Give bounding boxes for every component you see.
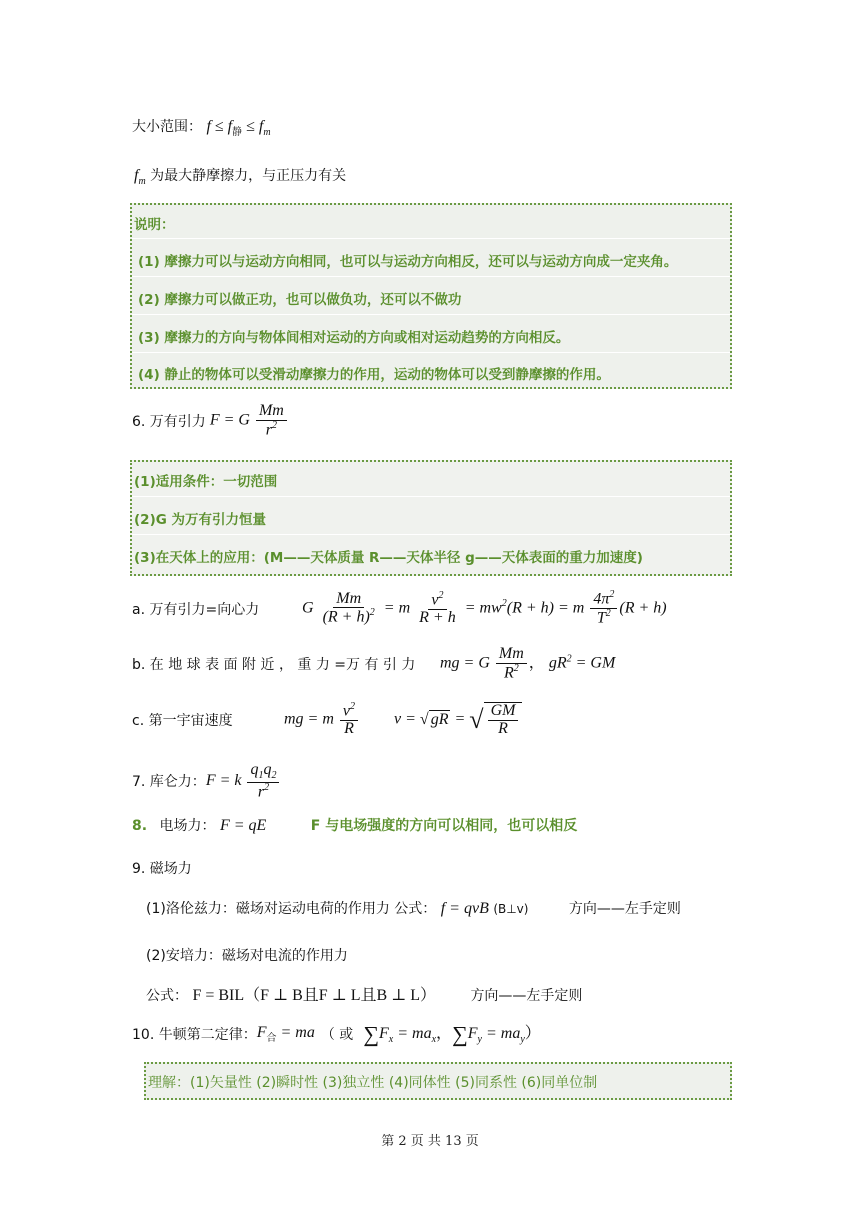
a-label: a. 万有引力=向心力: [132, 601, 260, 618]
c-formula-1: mg = m $\frac{v^2}{R}$: [284, 702, 360, 738]
box1-item: (4) 静止的物体可以受滑动摩擦力的作用，运动的物体可以受到静摩擦的作用。: [138, 367, 610, 383]
c-formula-2: v = √ gR = √ $\frac{GM}{R}$: [394, 702, 522, 738]
newton-formula: $F_合$ = ma: [256, 1023, 315, 1044]
s10-or: （ 或: [320, 1026, 354, 1043]
fm-note-line: [134, 165, 346, 187]
page-footer: 第 2 页 共 13 页: [381, 1134, 479, 1149]
newton-understanding-box: [144, 1062, 732, 1100]
ampere-label: (2)安培力：磁场对电流的作用力: [146, 948, 348, 964]
ampere-formula: F = BIL（F ⊥ B且F ⊥ L且B ⊥ L）: [192, 987, 436, 1004]
ampere-formula-label: 公式：: [146, 988, 188, 1004]
line-b: [132, 646, 615, 682]
box1-item: (1) 摩擦力可以与运动方向相同，也可以与运动方向相反，还可以与运动方向成一定夹角。: [138, 254, 678, 270]
section-10: [132, 1020, 541, 1047]
box2-item: (1)适用条件：一切范围: [134, 474, 278, 490]
lorentz-label: (1)洛伦兹力：磁场对运动电荷的作用力 公式：: [146, 901, 437, 917]
ampere-formula-line: [146, 982, 582, 1005]
b-formula: mg = G $\frac{Mm}{R^2}$ ， $gR^2$ = GM: [440, 645, 616, 682]
line-a: [132, 590, 667, 627]
range-line: [132, 116, 271, 138]
newton-components: $\sum F_x = ma_x$，$\sum F_y = ma_y$）: [363, 1021, 541, 1047]
ampere-direction: 方向——左手定则: [470, 988, 583, 1004]
s8-label: 电场力：: [159, 818, 216, 834]
c-label: c. 第一宇宙速度: [132, 712, 233, 729]
fm-symbol: $f_m$: [134, 167, 146, 188]
electric-force-formula: F = qE: [219, 817, 267, 834]
gravitation-formula: F = G $\frac{Mm}{r^2}$: [210, 403, 289, 439]
lorentz-direction: 方向——左手定则: [568, 901, 681, 917]
box2-item: (2)G 为万有引力恒量: [134, 512, 267, 528]
section-8: [132, 815, 577, 835]
line-c: [132, 702, 522, 738]
s10-label: 10. 牛顿第二定律：: [132, 1026, 257, 1043]
range-formula: $f \le f_静 \le f_m$: [206, 118, 271, 139]
box2-item: (3)在天体上的应用：(M——天体质量 R——天体半径 g——天体表面的重力加速度): [134, 550, 643, 566]
coulomb-formula: F = k $\frac{q_1q_2}{r^2}$: [206, 762, 282, 801]
fm-note: 为最大静摩擦力，与正压力有关: [150, 168, 347, 184]
s7-label: 7. 库仑力：: [132, 774, 206, 791]
box1-title: 说明：: [134, 217, 175, 233]
range-label: 大小范围：: [132, 119, 202, 135]
section-7: [132, 762, 281, 801]
b-label: b. 在 地 球 表 面 附 近 ， 重 力 =万 有 引 力: [132, 656, 416, 673]
lorentz-formula: f = qvB: [440, 900, 489, 917]
box1-item: (3) 摩擦力的方向与物体间相对运动的方向或相对运动趋势的方向相反。: [138, 330, 570, 346]
explanation-box: [130, 203, 732, 389]
lorentz-condition: (B⊥v): [493, 902, 529, 916]
box3-text: 理解：(1)矢量性 (2)瞬时性 (3)独立性 (4)同体性 (5)同系性 (6)同单位制: [148, 1075, 598, 1091]
s9-label: 9. 磁场力: [132, 861, 192, 877]
lorentz-line: [146, 898, 681, 918]
s6-label: 6. 万有引力: [132, 413, 206, 430]
s8-number: 8.: [132, 818, 148, 834]
box1-item: (2) 摩擦力可以做正功，也可以做负功，还可以不做功: [138, 292, 462, 308]
section-6: [132, 403, 289, 439]
gravitation-notes-box: [130, 460, 732, 576]
s8-note: F 与电场强度的方向可以相同，也可以相反: [310, 818, 578, 834]
a-formula: G $\frac{Mm}{(R + h)^2}$ = m $\frac{v^2}{R + h}$ = $mw^2(R + h) = m$ $\frac{4\pi^2}{T^2}$ (R + h): [302, 589, 667, 627]
